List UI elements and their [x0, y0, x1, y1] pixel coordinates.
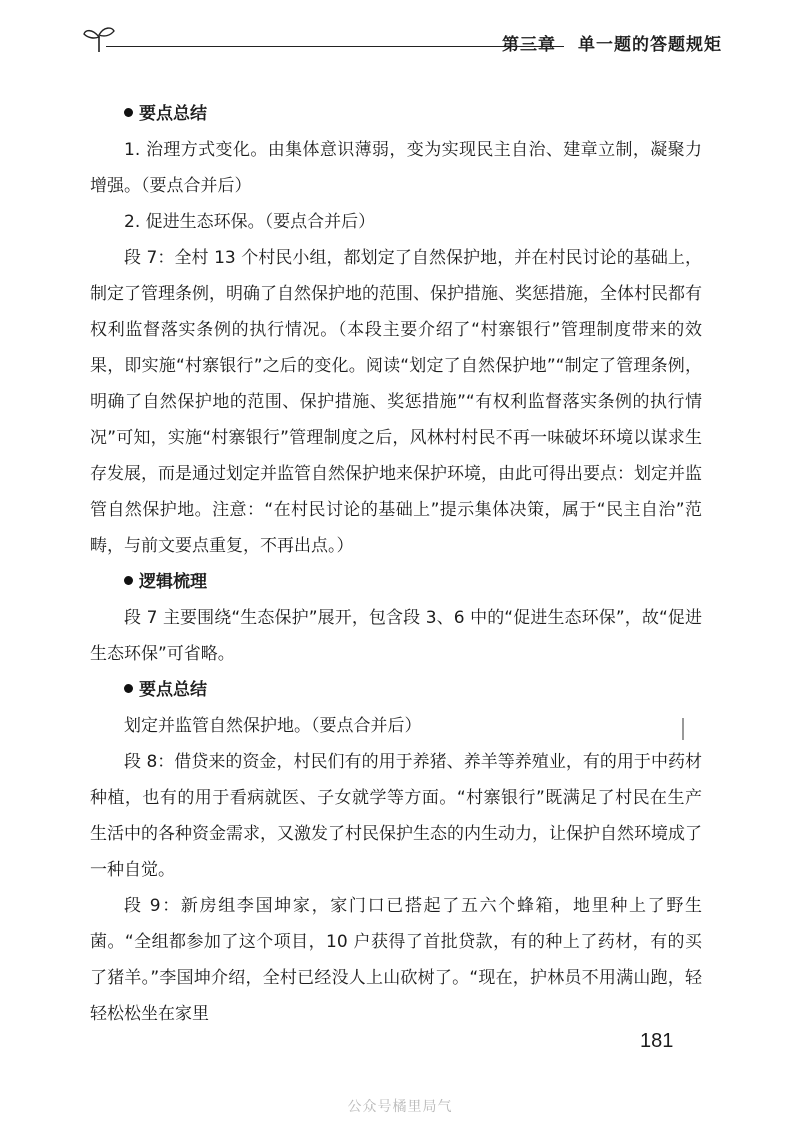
header-title [502, 30, 722, 55]
paragraph: 划定并监管自然保护地。（要点合并后） [124, 716, 422, 736]
section-heading: 要点总结 [90, 672, 702, 708]
paragraph: 段 7 主要围绕“生态保护”展开，包含段 3、6 中的“促进生态环保”，故“促进生态环保”可省略。 [90, 608, 702, 664]
paragraph: 段 7：全村 13 个村民小组，都划定了自然保护地，并在村民讨论的基础上，制定了管理条例，明确了自然保护地的范围、保护措施、奖惩措施，全体村民都有权利监督落实条例的执行情况。（本段主要介绍了“村寨银行”管理制度带来的效果，即实施“村寨银行”之后的变化。阅读“划定了自然保护地”“制定了管理条例，明确了自然保护地的范围、保护措施、奖惩措施”“有权利监督落实条例的执行情况”可知，实施“村寨银行”管理制度之后，风林村村民不再一味破坏环境以谋求生存发展，而是通过划定并监管自然保护地来保护环境，由此可得出要点：划定并监管自然保护地。注意：“在村民讨论的基础上”提示集体决策，属于“民主自治”范畴，与前文要点重复，不再出点。） [90, 248, 702, 556]
section-heading: 要点总结 [90, 96, 702, 132]
bullet-icon [124, 108, 133, 117]
sprout-icon [82, 24, 116, 54]
paragraph: 段 9：新房组李国坤家，家门口已搭起了五六个蜂箱，地里种上了野生菌。“全组都参加了这个项目，10 户获得了首批贷款，有的种上了药材，有的买了猪羊。”李国坤介绍，全村已经没人上山砍树了。“现在，护林员不用满山跑，轻轻松松坐在家里 [90, 896, 702, 1024]
paragraph: 段 8：借贷来的资金，村民们有的用于养猪、养羊等养殖业，有的用于中药材种植，也有的用于看病就医、子女就学等方面。“村寨银行”既满足了村民在生产生活中的各种资金需求，又激发了村民保护生态的内生动力，让保护自然环境成了一种自觉。 [90, 752, 702, 880]
page-body [90, 96, 702, 1032]
paragraph: 1. 治理方式变化。由集体意识薄弱，变为实现民主自治、建章立制，凝聚力增强。（要点合并后） [90, 140, 702, 196]
chapter-label: 第三章 [502, 35, 556, 55]
chapter-title: 单一题的答题规矩 [578, 35, 722, 55]
page-number: 181 [640, 1030, 674, 1052]
section-heading: 逻辑梳理 [90, 564, 702, 600]
paragraph: 2. 促进生态环保。（要点合并后） [124, 212, 376, 232]
bullet-icon [124, 576, 133, 585]
bullet-icon [124, 684, 133, 693]
watermark: 公众号橘里局气 [347, 1099, 453, 1115]
running-header [82, 22, 722, 56]
scan-speck [682, 718, 684, 740]
header-rule [106, 46, 564, 47]
